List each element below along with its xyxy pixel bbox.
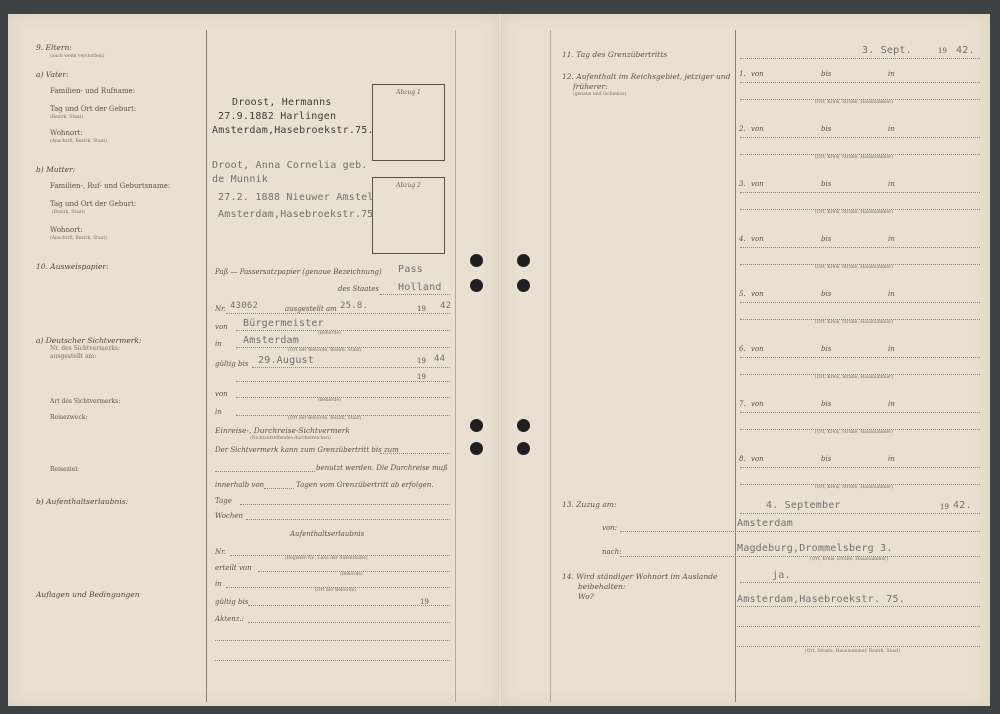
residence-row-sub: (Ort, Kreis, Straße, Hausnummer) <box>815 485 894 490</box>
residence-row-line-2 <box>740 209 980 210</box>
residence-row-in: in <box>888 70 895 78</box>
pass-year-prefix: 19 <box>417 305 426 313</box>
grenz-date: 3. Sept. <box>862 45 912 56</box>
residence-row-line <box>740 137 980 138</box>
gueltig-line <box>252 367 450 368</box>
residence-row-line-2 <box>740 99 980 100</box>
staat-line <box>380 294 450 295</box>
familienname-label: Familien- und Rufname: <box>50 87 136 95</box>
item-12-label: 12. Aufenthalt im Reichsgebiet, jetziger und <box>562 72 731 81</box>
residence-row-line <box>740 302 980 303</box>
blank-line-3 <box>737 626 980 627</box>
residence-row-line-2 <box>740 374 980 375</box>
residence-row-number: 1. <box>739 70 746 78</box>
auflagen-label: Auflagen und Bedingungen <box>36 590 140 599</box>
aufenthalt-in-label: in <box>215 580 222 588</box>
zuzug-date: 4. September <box>766 500 841 511</box>
gueltig-label: gültig bis <box>215 360 249 368</box>
staat-label: des Staates <box>338 285 379 293</box>
visa-in-label: in <box>215 408 222 416</box>
residence-row-in: in <box>888 235 895 243</box>
zuzug-von-line <box>620 531 980 532</box>
aufenthalt-gueltig-line <box>248 605 450 606</box>
aufenthalt-nr-sub: (Register-Nr., Liste der Aufenthalte) <box>285 556 368 561</box>
mutter-geburt-label: Tag und Ort der Geburt: <box>50 200 137 208</box>
residence-row-in: in <box>888 125 895 133</box>
tagen-text: Tagen vom Grenzübertritt ab erfolgen. <box>296 481 434 489</box>
residence-row-von: von <box>751 290 764 298</box>
residence-row-sub: (Ort, Kreis, Straße, Hausnummer) <box>815 155 894 160</box>
eltern-label: 9. Eltern: <box>36 43 72 52</box>
einreise-sub: (Nichtzutreffendes durchstreichen) <box>250 436 331 441</box>
wochen-label: Wochen <box>215 512 244 520</box>
residence-row-bis: bis <box>821 180 832 188</box>
mother-name: Droot, Anna Cornelia geb. <box>212 160 368 171</box>
residence-row-line-2 <box>740 484 980 485</box>
residence-row-in: in <box>888 400 895 408</box>
benutzt-text: benutzt werden. Die Durchreise muß <box>316 464 448 472</box>
art-label: Art des Sichtvermerks: <box>50 398 121 405</box>
punch-hole <box>470 254 483 267</box>
punch-hole <box>470 442 483 455</box>
wochen-line <box>246 519 450 520</box>
wo-value: Amsterdam,Hasebroekstr. 75. <box>737 594 905 605</box>
mutter-name-label: Familien-, Ruf- und Geburtsname: <box>50 182 171 190</box>
wohnort-label: Wohnort: <box>50 129 83 137</box>
photo-box-1-label: Abzug 1 <box>396 89 421 96</box>
visa-ort-sub: (Ort der Behörde, Bezirk, Staat) <box>288 416 362 421</box>
residence-row-line <box>740 82 980 83</box>
right-page-edge-line <box>550 30 551 702</box>
zuzug-line <box>740 513 980 514</box>
wo-line <box>737 606 980 607</box>
sichtvermerk-date-label: ausgestellt am: <box>50 353 97 360</box>
residence-row-number: 6. <box>739 345 746 353</box>
zweck-label: Reisezweck: <box>50 414 88 421</box>
item-14-label: 14. Wird ständiger Wohnort im Auslande <box>562 572 718 581</box>
residence-row-line <box>740 192 980 193</box>
residence-row-line-2 <box>740 264 980 265</box>
tage-line <box>240 504 450 505</box>
residence-row-von: von <box>751 400 764 408</box>
pass-in-label: in <box>215 340 222 348</box>
residence-row-number: 8. <box>739 455 746 463</box>
pass-in: Amsterdam <box>243 335 299 346</box>
beibehalten-value: ja. <box>772 570 791 581</box>
mutter-label: b) Mutter: <box>36 165 76 174</box>
item-12-sub: (genaue und lückenlos) <box>573 92 627 97</box>
zuzug-nach-sub: (Ort, Kreis, Straße, Hausnummer) <box>810 557 889 562</box>
residence-row-line <box>740 412 980 413</box>
empty-line <box>236 381 450 382</box>
item-11-label: 11. Tag des Grenzübertritts <box>562 50 668 59</box>
blank-line-1 <box>215 640 450 641</box>
sichtvermerk-label: a) Deutscher Sichtvermerk: <box>36 336 142 345</box>
benutzt-line <box>215 471 315 472</box>
pass-gueltig: 29.August <box>258 355 314 366</box>
grenz-line <box>380 453 450 454</box>
tage-label: Tage <box>215 497 232 505</box>
photo-box-2-label: Abzug 2 <box>396 182 421 189</box>
gueltig-year-prefix: 19 <box>417 357 426 365</box>
residence-row-bis: bis <box>821 235 832 243</box>
ausweis-label: 10. Ausweispapier: <box>36 262 109 271</box>
mutter-geburt-sublabel: (Bezirk, Staat) <box>52 210 86 215</box>
photo-box-1 <box>372 84 445 161</box>
eltern-sublabel: (auch wenn verstorben) <box>50 54 105 59</box>
item-12-label-2: früherer: <box>573 82 608 91</box>
residence-row-number: 4. <box>739 235 746 243</box>
pass-type: Pass <box>398 264 423 275</box>
grenz-text: Der Sichtvermerk kann zum Grenzübertritt bis zum <box>215 446 399 454</box>
item-13-nach: nach: <box>602 548 622 556</box>
visa-von-line <box>236 397 450 398</box>
geburt-sublabel: (Bezirk, Staat) <box>50 115 84 120</box>
pass-ort-sub: (Ort der Behörde, Bezirk, Staat) <box>288 348 362 353</box>
residence-row-in: in <box>888 455 895 463</box>
pass-nr-label: Nr. <box>215 305 226 313</box>
residence-row-sub: (Ort, Kreis, Straße, Hausnummer) <box>815 320 894 325</box>
aufenthalt-label: b) Aufenthaltserlaubnis: <box>36 497 129 506</box>
residence-row-in: in <box>888 180 895 188</box>
residence-row-number: 5. <box>739 290 746 298</box>
residence-row-bis: bis <box>821 290 832 298</box>
zuzug-year-prefix: 19 <box>940 503 949 511</box>
aufenthalt-nr-label: Nr. <box>215 548 226 556</box>
gueltig-year: 44 <box>434 354 446 364</box>
residence-row-von: von <box>751 455 764 463</box>
aktenz-label: Aktenz.: <box>215 615 245 623</box>
residence-row-sub: (Ort, Kreis, Straße, Hausnummer) <box>815 375 894 380</box>
innerhalb-text: innerhalb von <box>215 481 265 489</box>
mother-birth: 27.2. 1888 Nieuwer Amstel <box>218 192 374 203</box>
item-14-label-3: Wo? <box>578 592 594 601</box>
wohnort-sublabel: (Anschrift, Bezirk, Staat) <box>50 139 107 144</box>
erteilt-sub: (Behörde) <box>340 572 363 577</box>
nr-line <box>226 313 450 314</box>
mother-name-2: de Munnik <box>212 174 268 185</box>
aufenthalt-title: Aufenthaltserlaubnis <box>290 530 365 538</box>
vater-label: a) Vater: <box>36 70 69 79</box>
residence-row-line-2 <box>740 154 980 155</box>
pass-nr: 43062 <box>230 301 259 311</box>
residence-row-in: in <box>888 345 895 353</box>
punch-hole <box>517 254 530 267</box>
residence-row-bis: bis <box>821 400 832 408</box>
father-address: Amsterdam,Hasebroekstr.75. <box>212 125 374 136</box>
residence-row-line-2 <box>740 429 980 430</box>
aktenz-line <box>248 622 450 623</box>
geburt-label: Tag und Ort der Geburt: <box>50 105 137 113</box>
residence-row-von: von <box>751 180 764 188</box>
grenz-year: 42. <box>956 45 975 56</box>
punch-hole <box>517 279 530 292</box>
left-page-edge-line <box>455 30 456 702</box>
photo-box-2 <box>372 177 445 254</box>
punch-hole <box>517 419 530 432</box>
residence-row-sub: (Ort, Kreis, Straße, Hausnummer) <box>815 430 894 435</box>
father-birth: 27.9.1882 Harlingen <box>218 111 337 122</box>
visa-behoerde-sub: (Behörde) <box>318 398 341 403</box>
blank-line-2 <box>215 660 450 661</box>
pass-von: Bürgermeister <box>243 318 324 329</box>
innerhalb-line <box>264 488 294 489</box>
zuzug-nach-line <box>620 556 980 557</box>
erteilt-label: erteilt von <box>215 564 252 572</box>
residence-row-von: von <box>751 125 764 133</box>
residence-row-line <box>740 247 980 248</box>
residence-row-bis: bis <box>821 455 832 463</box>
grenz-date-line <box>740 58 980 59</box>
pass-behoerde-sub: (Behörde) <box>318 331 341 336</box>
pass-staat: Holland <box>398 282 442 293</box>
right-column-divider <box>735 30 736 702</box>
item-13-label: 13. Zuzug am: <box>562 500 617 509</box>
visa-von-label: von <box>215 390 228 398</box>
residence-row-line <box>740 357 980 358</box>
residence-row-sub: (Ort, Kreis, Straße, Hausnummer) <box>815 210 894 215</box>
mother-address: Amsterdam,Hasebroekstr.75 <box>218 209 374 220</box>
aufenthalt-gueltig-label: gültig bis <box>215 598 249 606</box>
punch-hole <box>517 442 530 455</box>
pass-year: 42 <box>440 301 452 311</box>
residence-row-number: 7. <box>739 400 746 408</box>
beibehalten-line <box>740 582 980 583</box>
zuzug-year: 42. <box>953 500 972 511</box>
residence-row-line-2 <box>740 319 980 320</box>
item-13-von: von: <box>602 524 618 532</box>
residence-row-number: 2. <box>739 125 746 133</box>
mutter-wohnort-label: Wohnort: <box>50 226 83 234</box>
sichtvermerk-nr-label: Nr. des Sichtvermerks: <box>50 345 120 352</box>
residence-row-bis: bis <box>821 125 832 133</box>
residence-row-line <box>740 467 980 468</box>
punch-hole <box>470 279 483 292</box>
residence-row-bis: bis <box>821 70 832 78</box>
residence-row-sub: (Ort, Kreis, Straße, Hausnummer) <box>815 265 894 270</box>
zuzug-von: Amsterdam <box>737 518 793 529</box>
punch-hole <box>470 419 483 432</box>
residence-row-von: von <box>751 70 764 78</box>
footer-sub: (Ort, Straße, Hausnummer, Bezirk, Staat) <box>805 649 901 654</box>
aufenthalt-in-sub: (Ort der Behörde) <box>315 588 356 593</box>
pass-ausgestellt: 25.8. <box>340 301 369 311</box>
reiseziel-label: Reiseziel: <box>50 466 80 473</box>
aufenthalt-gueltig-year: 19 <box>420 598 429 606</box>
von-line <box>236 330 450 331</box>
empty-year-prefix: 19 <box>417 373 426 381</box>
pass-heading: Paß — Passersatzpapier (genaue Bezeichnung) <box>215 268 382 276</box>
grenz-year-prefix: 19 <box>938 47 947 55</box>
residence-row-bis: bis <box>821 345 832 353</box>
item-14-label-2: beibehalten: <box>578 582 626 591</box>
residence-row-von: von <box>751 345 764 353</box>
residence-row-number: 3. <box>739 180 746 188</box>
mutter-wohnort-sublabel: (Anschrift, Bezirk, Staat) <box>50 236 107 241</box>
zuzug-nach: Magdeburg,Drommelsberg 3. <box>737 543 893 554</box>
ausgestellt-label: ausgestellt am <box>285 305 337 313</box>
left-column-divider <box>206 30 207 702</box>
blank-line-4 <box>737 646 980 647</box>
residence-row-in: in <box>888 290 895 298</box>
einreise-label: Einreise-, Durchreise-Sichtvermerk <box>215 426 350 435</box>
residence-row-von: von <box>751 235 764 243</box>
page-fold <box>498 14 502 706</box>
father-name: Droost, Hermanns <box>232 97 332 108</box>
residence-row-sub: (Ort, Kreis, Straße, Hausnummer) <box>815 100 894 105</box>
pass-von-label: von <box>215 323 228 331</box>
